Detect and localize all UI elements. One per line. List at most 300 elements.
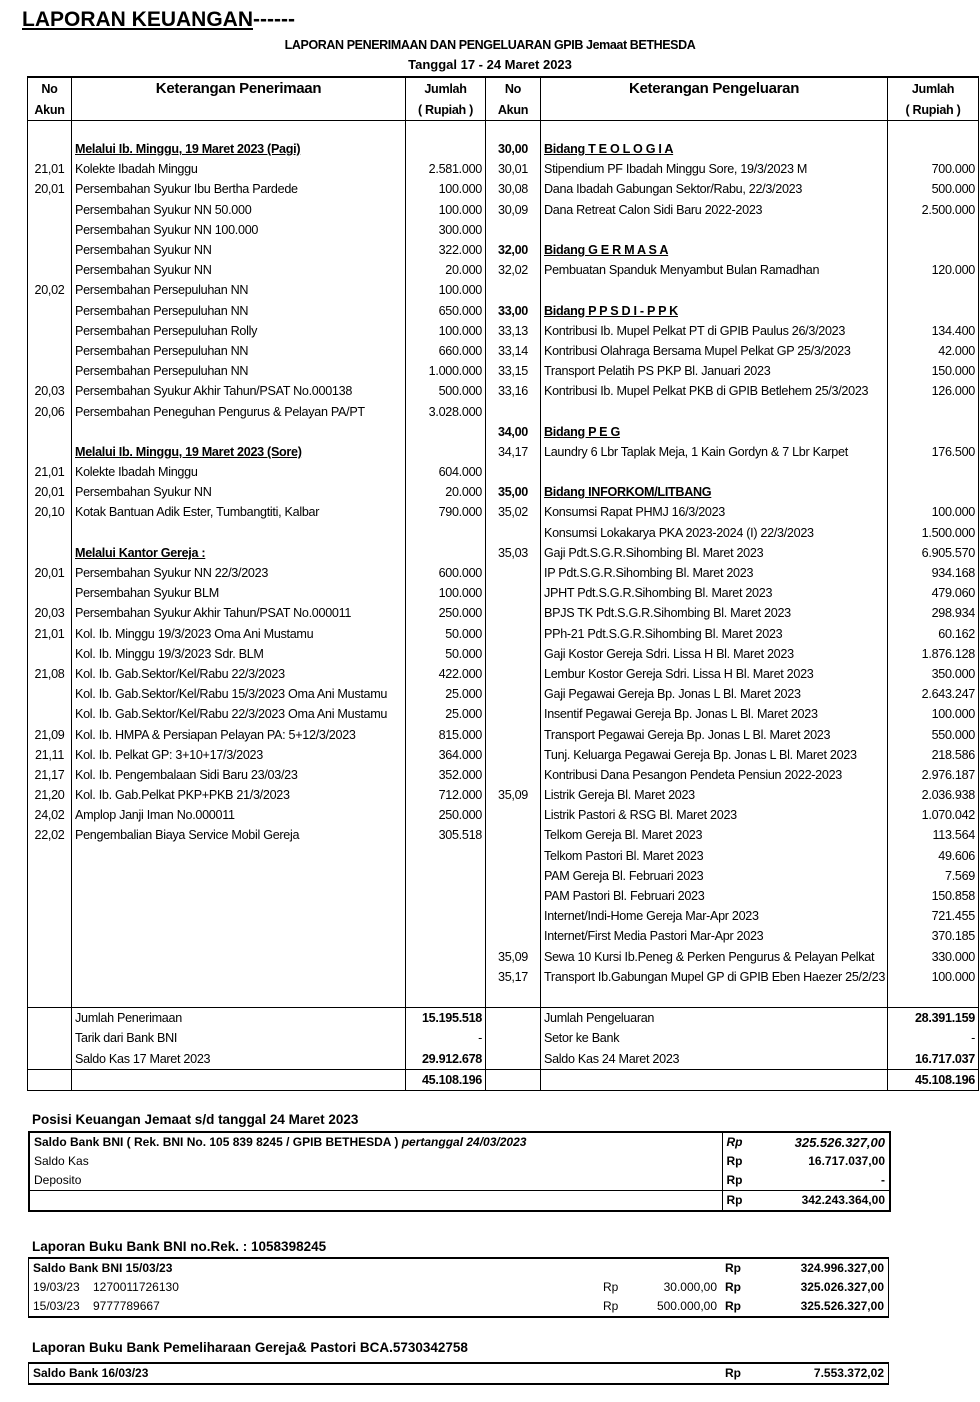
currency: Rp xyxy=(725,1280,741,1294)
akun-out xyxy=(486,401,541,421)
akun-in: 21,11 xyxy=(28,745,72,765)
table-row xyxy=(28,603,979,623)
txn-amount: 500.000,00 xyxy=(656,1299,717,1313)
jumlah-in xyxy=(406,947,486,967)
akun-in xyxy=(28,947,72,967)
jumlah-out: 721.455 xyxy=(888,906,979,926)
akun-out xyxy=(486,745,541,765)
col-blank xyxy=(541,99,888,121)
table-row xyxy=(28,926,979,946)
jumlah-in: 364.000 xyxy=(406,745,486,765)
table-row xyxy=(28,121,979,140)
akun-out: 32,00 xyxy=(486,240,541,260)
table-row xyxy=(28,240,979,260)
keterangan-in xyxy=(72,886,406,906)
akun-out: 35,03 xyxy=(486,543,541,563)
keterangan-out: Stipendium PF Ibadah Minggu Sore, 19/3/2023 M xyxy=(541,159,888,179)
keterangan-in: Persembahan Syukur NN xyxy=(72,240,406,260)
table-row xyxy=(28,805,979,825)
table-row xyxy=(28,442,979,462)
jumlah-out: 49.606 xyxy=(888,846,979,866)
keterangan-in: Kol. Ib. Gab.Pelkat PKP+PKB 21/3/2023 xyxy=(72,785,406,805)
akun-out xyxy=(486,603,541,623)
jumlah-in xyxy=(406,846,486,866)
jumlah-in xyxy=(406,543,486,563)
jumlah-in: 250.000 xyxy=(406,805,486,825)
grand-total-value: 45.108.196 xyxy=(406,1069,486,1090)
jumlah-in: 25.000 xyxy=(406,684,486,704)
keterangan-in xyxy=(72,846,406,866)
akun-in xyxy=(28,220,72,240)
keterangan-in: Amplop Janji Iman No.000011 xyxy=(72,805,406,825)
jumlah-in: 20.000 xyxy=(406,260,486,280)
keterangan-out: Transport Pegawai Gereja Bp. Jonas L Bl. Maret 2023 xyxy=(541,724,888,744)
jumlah-out: 934.168 xyxy=(888,563,979,583)
akun-out: 33,16 xyxy=(486,381,541,401)
akun-in xyxy=(28,704,72,724)
akun-in xyxy=(28,926,72,946)
akun-in: 21,01 xyxy=(28,462,72,482)
jumlah-in xyxy=(406,906,486,926)
akun-out: 35,09 xyxy=(486,785,541,805)
akun-in xyxy=(28,139,72,159)
currency: Rp xyxy=(725,1261,741,1275)
table-row xyxy=(28,401,979,421)
keterangan-out: Sewa 10 Kursi Ib.Peneg & Perken Pengurus & Pelayan Pelkat xyxy=(541,947,888,967)
keterangan-out: Kontribusi Olahraga Bersama Mupel Pelkat GP 25/3/2023 xyxy=(541,341,888,361)
jumlah-out: 176.500 xyxy=(888,442,979,462)
table-row xyxy=(28,947,979,967)
table-row xyxy=(28,482,979,502)
blank-cell xyxy=(486,1048,541,1069)
total-label: Saldo Kas 24 Maret 2023 xyxy=(541,1048,888,1069)
jumlah-out: 1.070.042 xyxy=(888,805,979,825)
akun-out: 33,14 xyxy=(486,341,541,361)
blank-cell xyxy=(72,1069,406,1090)
akun-in xyxy=(28,361,72,381)
table-row xyxy=(28,301,979,321)
jumlah-out xyxy=(888,139,979,159)
keterangan-in: Persembahan Persepuluhan NN xyxy=(72,280,406,300)
jumlah-in: 50.000 xyxy=(406,624,486,644)
jumlah-in: 100.000 xyxy=(406,280,486,300)
total-label: Jumlah Pengeluaran xyxy=(541,1008,888,1029)
buku-bca-title: Laporan Buku Bank Pemeliharaan Gereja& Pastori BCA.5730342758 xyxy=(32,1340,468,1355)
table-row xyxy=(28,846,979,866)
akun-out: 30,01 xyxy=(486,159,541,179)
table-row xyxy=(28,724,979,744)
keterangan-in xyxy=(72,906,406,926)
akun-in xyxy=(28,523,72,543)
txn-ref: 1270011726130 xyxy=(93,1280,179,1294)
jumlah-out: 700.000 xyxy=(888,159,979,179)
jumlah-in: 604.000 xyxy=(406,462,486,482)
akun-out: 35,02 xyxy=(486,502,541,522)
akun-out: 35,00 xyxy=(486,482,541,502)
keterangan-in: Persembahan Persepuluhan Rolly xyxy=(72,321,406,341)
keterangan-in: Persembahan Persepuluhan NN xyxy=(72,361,406,381)
bank-value: 325.526.327,00 xyxy=(794,1135,885,1150)
akun-in: 20,10 xyxy=(28,502,72,522)
keterangan-out: Dana Ibadah Gabungan Sektor/Rabu, 22/3/2023 xyxy=(541,179,888,199)
table-header-row-2 xyxy=(28,99,979,121)
table-row xyxy=(28,624,979,644)
keterangan-in: Melalui Ib. Minggu, 19 Maret 2023 (Pagi) xyxy=(72,139,406,159)
jumlah-in: 322.000 xyxy=(406,240,486,260)
akun-out xyxy=(486,886,541,906)
jumlah-out: 1.500.000 xyxy=(888,523,979,543)
table-row xyxy=(28,765,979,785)
table-row xyxy=(28,886,979,906)
table-row xyxy=(28,866,979,886)
jumlah-in: 600.000 xyxy=(406,563,486,583)
jumlah-out: 370.185 xyxy=(888,926,979,946)
akun-in: 24,02 xyxy=(28,805,72,825)
keterangan-in: Kotak Bantuan Adik Ester, Tumbangtiti, Kalbar xyxy=(72,502,406,522)
deposito-label: Deposito xyxy=(34,1173,82,1187)
jumlah-out xyxy=(888,462,979,482)
akun-in: 22,02 xyxy=(28,825,72,845)
bank-date: pertanggal 24/03/2023 xyxy=(401,1135,527,1149)
keterangan-out: Gaji Pdt.S.G.R.Sihombing Bl. Maret 2023 xyxy=(541,543,888,563)
col-rupiah: ( Rupiah ) xyxy=(406,99,486,121)
report-title xyxy=(22,8,295,32)
jumlah-in: 305.518 xyxy=(406,825,486,845)
jumlah-in xyxy=(406,523,486,543)
keterangan-in: Pengembalian Biaya Service Mobil Gereja xyxy=(72,825,406,845)
txn-balance: 325.526.327,00 xyxy=(800,1299,884,1313)
col-akun: Akun xyxy=(28,99,72,121)
grand-total-value: 45.108.196 xyxy=(888,1069,979,1090)
jumlah-in xyxy=(406,866,486,886)
table-row xyxy=(28,906,979,926)
kas-row xyxy=(30,1152,889,1171)
table-row xyxy=(28,139,979,159)
currency: Rp xyxy=(603,1299,619,1313)
akun-out: 30,08 xyxy=(486,179,541,199)
keterangan-in: Persembahan Syukur NN 50.000 xyxy=(72,200,406,220)
akun-out xyxy=(486,583,541,603)
jumlah-in: 712.000 xyxy=(406,785,486,805)
total-value: 29.912.678 xyxy=(406,1048,486,1069)
kas-value: 16.717.037,00 xyxy=(808,1154,885,1168)
akun-in: 21,01 xyxy=(28,159,72,179)
jumlah-in xyxy=(406,442,486,462)
report-title-text: LAPORAN KEUANGAN xyxy=(22,8,253,31)
table-row xyxy=(28,987,979,1008)
jumlah-in xyxy=(406,926,486,946)
akun-out: 34,00 xyxy=(486,422,541,442)
kas-label: Saldo Kas xyxy=(34,1154,89,1168)
jumlah-in: 660.000 xyxy=(406,341,486,361)
col-akun: Akun xyxy=(486,99,541,121)
akun-in xyxy=(28,967,72,987)
total-label: Jumlah Penerimaan xyxy=(72,1008,406,1029)
akun-in xyxy=(28,321,72,341)
keterangan-out: PPh-21 Pdt.S.G.R.Sihombing Bl. Maret 2023 xyxy=(541,624,888,644)
akun-out: 33,13 xyxy=(486,321,541,341)
jumlah-in: 1.000.000 xyxy=(406,361,486,381)
bank-label-cell xyxy=(30,1133,722,1152)
jumlah-in: 422.000 xyxy=(406,664,486,684)
akun-out xyxy=(486,121,541,140)
col-no: No xyxy=(486,77,541,99)
keterangan-out: Lembur Kostor Gereja Sdri. Lissa H Bl. Maret 2023 xyxy=(541,664,888,684)
keterangan-in xyxy=(72,121,406,140)
jumlah-out: 42.000 xyxy=(888,341,979,361)
table-row xyxy=(28,179,979,199)
keterangan-in: Kol. Ib. Pelkat GP: 3+10+17/3/2023 xyxy=(72,745,406,765)
keterangan-out: IP Pdt.S.G.R.Sihombing Bl. Maret 2023 xyxy=(541,563,888,583)
jumlah-in: 815.000 xyxy=(406,724,486,744)
jumlah-in: 2.581.000 xyxy=(406,159,486,179)
jumlah-in: 500.000 xyxy=(406,381,486,401)
saldo-row xyxy=(28,1048,979,1069)
jumlah-out xyxy=(888,301,979,321)
blank-cell xyxy=(486,1028,541,1048)
keterangan-out: Telkom Gereja Bl. Maret 2023 xyxy=(541,825,888,845)
bca-saldo-label: Saldo Bank 16/03/23 xyxy=(33,1366,149,1380)
jumlah-out: 113.564 xyxy=(888,825,979,845)
jumlah-out: 550.000 xyxy=(888,724,979,744)
jumlah-out xyxy=(888,280,979,300)
akun-in: 21,01 xyxy=(28,624,72,644)
akun-in: 20,01 xyxy=(28,563,72,583)
keterangan-out: Pembuatan Spanduk Menyambut Bulan Ramadhan xyxy=(541,260,888,280)
keterangan-in: Melalui Kantor Gereja : xyxy=(72,543,406,563)
keterangan-in: Persembahan Syukur Akhir Tahun/PSAT No.000138 xyxy=(72,381,406,401)
akun-in xyxy=(28,987,72,1008)
keterangan-in: Kol. Ib. Pengembalaan Sidi Baru 23/03/23 xyxy=(72,765,406,785)
akun-out xyxy=(486,724,541,744)
blank-cell xyxy=(28,1028,72,1048)
keterangan-out xyxy=(541,280,888,300)
keterangan-in: Kolekte Ibadah Minggu xyxy=(72,462,406,482)
keterangan-in xyxy=(72,967,406,987)
blank-cell xyxy=(28,1069,72,1090)
keterangan-in xyxy=(72,947,406,967)
akun-in: 20,02 xyxy=(28,280,72,300)
keterangan-out: Listrik Gereja Bl. Maret 2023 xyxy=(541,785,888,805)
jumlah-out xyxy=(888,422,979,442)
akun-in: 20,03 xyxy=(28,603,72,623)
jumlah-out: 500.000 xyxy=(888,179,979,199)
akun-in xyxy=(28,301,72,321)
keterangan-out: Gaji Kostor Gereja Sdri. Lissa H Bl. Maret 2023 xyxy=(541,644,888,664)
keterangan-out: Bidang P P S D I - P P K xyxy=(541,301,888,321)
total-value: 15.195.518 xyxy=(406,1008,486,1029)
jumlah-out: 150.858 xyxy=(888,886,979,906)
keterangan-out: Bidang T E O L O G I A xyxy=(541,139,888,159)
report-date-range: Tanggal 17 - 24 Maret 2023 xyxy=(408,57,572,72)
buku-bni-title: Laporan Buku Bank BNI no.Rek. : 1058398245 xyxy=(32,1239,327,1254)
akun-out xyxy=(486,987,541,1008)
jumlah-in: 100.000 xyxy=(406,179,486,199)
table-row xyxy=(28,321,979,341)
akun-in xyxy=(28,684,72,704)
keterangan-out: Bidang INFORKOM/LITBANG xyxy=(541,482,888,502)
blank-cell xyxy=(28,1008,72,1029)
keterangan-out: Bidang P E G xyxy=(541,422,888,442)
jumlah-out: 6.905.570 xyxy=(888,543,979,563)
akun-out xyxy=(486,684,541,704)
akun-out xyxy=(486,664,541,684)
akun-in: 20,03 xyxy=(28,381,72,401)
total-row xyxy=(28,1008,979,1029)
keterangan-out: Gaji Pegawai Gereja Bp. Jonas L Bl. Maret 2023 xyxy=(541,684,888,704)
akun-in: 21,08 xyxy=(28,664,72,684)
keterangan-out: PAM Gereja Bl. Februari 2023 xyxy=(541,866,888,886)
bni-saldo-row xyxy=(29,1259,888,1278)
bca-saldo-row xyxy=(29,1364,888,1383)
jumlah-in xyxy=(406,422,486,442)
keterangan-in: Kolekte Ibadah Minggu xyxy=(72,159,406,179)
txn-ref: 9777789667 xyxy=(93,1299,160,1313)
akun-in: 21,09 xyxy=(28,724,72,744)
jumlah-out: 60.162 xyxy=(888,624,979,644)
akun-out xyxy=(486,462,541,482)
jumlah-in: 25.000 xyxy=(406,704,486,724)
jumlah-out: 2.500.000 xyxy=(888,200,979,220)
keterangan-in: Kol. Ib. Gab.Sektor/Kel/Rabu 22/3/2023 xyxy=(72,664,406,684)
currency: Rp xyxy=(722,1171,762,1191)
jumlah-in: 790.000 xyxy=(406,502,486,522)
table-row xyxy=(28,664,979,684)
table-row xyxy=(28,422,979,442)
table-row xyxy=(28,260,979,280)
akun-in xyxy=(28,644,72,664)
akun-out xyxy=(486,846,541,866)
jumlah-in: 20.000 xyxy=(406,482,486,502)
jumlah-out: 298.934 xyxy=(888,603,979,623)
total-value: - xyxy=(406,1028,486,1048)
akun-out xyxy=(486,906,541,926)
akun-out xyxy=(486,644,541,664)
bni-saldo-label: Saldo Bank BNI 15/03/23 xyxy=(33,1261,173,1275)
jumlah-in xyxy=(406,139,486,159)
jumlah-in: 100.000 xyxy=(406,583,486,603)
table-row xyxy=(28,280,979,300)
table-header-row xyxy=(28,77,979,99)
jumlah-out: 120.000 xyxy=(888,260,979,280)
akun-in: 20,06 xyxy=(28,401,72,421)
grand-total-row xyxy=(28,1069,979,1090)
jumlah-out: 2.976.187 xyxy=(888,765,979,785)
keterangan-in: Persembahan Persepuluhan NN xyxy=(72,301,406,321)
posisi-total-value: 342.243.364,00 xyxy=(762,1191,889,1211)
keterangan-in: Persembahan Syukur Ibu Bertha Pardede xyxy=(72,179,406,199)
jumlah-out: 126.000 xyxy=(888,381,979,401)
akun-out xyxy=(486,220,541,240)
deposito-value: - xyxy=(881,1173,885,1187)
jumlah-out: 1.876.128 xyxy=(888,644,979,664)
table-row xyxy=(28,159,979,179)
currency: Rp xyxy=(603,1280,619,1294)
blank-cell xyxy=(541,1069,888,1090)
keterangan-out xyxy=(541,401,888,421)
keterangan-out: Transport Pelatih PS PKP Bl. Januari 2023 xyxy=(541,361,888,381)
keterangan-out: Dana Retreat Calon Sidi Baru 2022-2023 xyxy=(541,200,888,220)
akun-in: 21,20 xyxy=(28,785,72,805)
akun-in xyxy=(28,906,72,926)
akun-in xyxy=(28,200,72,220)
akun-out xyxy=(486,866,541,886)
jumlah-out xyxy=(888,482,979,502)
blank-cell xyxy=(28,1048,72,1069)
keterangan-in: Persembahan Syukur NN 22/3/2023 xyxy=(72,563,406,583)
keterangan-in: Kol. Ib. Gab.Sektor/Kel/Rabu 22/3/2023 Oma Ani Mustamu xyxy=(72,704,406,724)
txn-date: 15/03/23 xyxy=(33,1299,80,1313)
akun-out: 35,09 xyxy=(486,947,541,967)
jumlah-in: 650.000 xyxy=(406,301,486,321)
akun-out: 33,15 xyxy=(486,361,541,381)
keterangan-out: Listrik Pastori & RSG Bl. Maret 2023 xyxy=(541,805,888,825)
akun-in: 20,01 xyxy=(28,482,72,502)
table-row xyxy=(28,220,979,240)
currency: Rp xyxy=(722,1191,762,1211)
keterangan-out: Konsumsi Lokakarya PKA 2023-2024 (I) 22/3/2023 xyxy=(541,523,888,543)
keterangan-out: Insentif Pegawai Gereja Bp. Jonas L Bl. Maret 2023 xyxy=(541,704,888,724)
jumlah-out: 2.036.938 xyxy=(888,785,979,805)
table-row xyxy=(28,785,979,805)
col-no: No xyxy=(28,77,72,99)
keterangan-in: Persembahan Syukur NN xyxy=(72,482,406,502)
jumlah-out: 218.586 xyxy=(888,745,979,765)
table-row xyxy=(28,543,979,563)
akun-out xyxy=(486,523,541,543)
table-row xyxy=(28,583,979,603)
txn-amount: 30.000,00 xyxy=(663,1280,717,1294)
jumlah-in: 100.000 xyxy=(406,321,486,341)
table-row xyxy=(28,825,979,845)
akun-out xyxy=(486,765,541,785)
currency: Rp xyxy=(725,1366,741,1380)
col-jumlah: Jumlah xyxy=(406,77,486,99)
total-value: - xyxy=(888,1028,979,1048)
bni-saldo-value: 324.996.327,00 xyxy=(800,1261,884,1275)
deposito-row xyxy=(30,1171,889,1191)
jumlah-out: 100.000 xyxy=(888,502,979,522)
report-title-dashes: ------ xyxy=(253,8,295,31)
akun-in: 21,17 xyxy=(28,765,72,785)
jumlah-in xyxy=(406,121,486,140)
keterangan-out: Transport Ib.Gabungan Mupel GP di GPIB Eben Haezer 25/2/23 xyxy=(541,967,888,987)
bni-transaction-row xyxy=(29,1278,888,1297)
posisi-box xyxy=(28,1131,891,1212)
akun-out xyxy=(486,704,541,724)
jumlah-in: 100.000 xyxy=(406,200,486,220)
jumlah-out xyxy=(888,121,979,140)
akun-in xyxy=(28,846,72,866)
txn-date: 19/03/23 xyxy=(33,1280,80,1294)
total-value: 16.717.037 xyxy=(888,1048,979,1069)
jumlah-in xyxy=(406,987,486,1008)
jumlah-in: 50.000 xyxy=(406,644,486,664)
posisi-title: Posisi Keuangan Jemaat s/d tanggal 24 Maret 2023 xyxy=(32,1112,359,1127)
keterangan-out: Tunj. Keluarga Pegawai Gereja Bp. Jonas L Bl. Maret 2023 xyxy=(541,745,888,765)
table-row xyxy=(28,644,979,664)
akun-out: 33,00 xyxy=(486,301,541,321)
table-row xyxy=(28,704,979,724)
table-row xyxy=(28,684,979,704)
akun-in xyxy=(28,442,72,462)
keterangan-in: Kol. Ib. Gab.Sektor/Kel/Rabu 15/3/2023 Oma Ani Mustamu xyxy=(72,684,406,704)
keterangan-in: Persembahan Syukur BLM xyxy=(72,583,406,603)
akun-out xyxy=(486,624,541,644)
akun-in xyxy=(28,121,72,140)
transfer-row xyxy=(28,1028,979,1048)
blank-cell xyxy=(639,1259,721,1278)
